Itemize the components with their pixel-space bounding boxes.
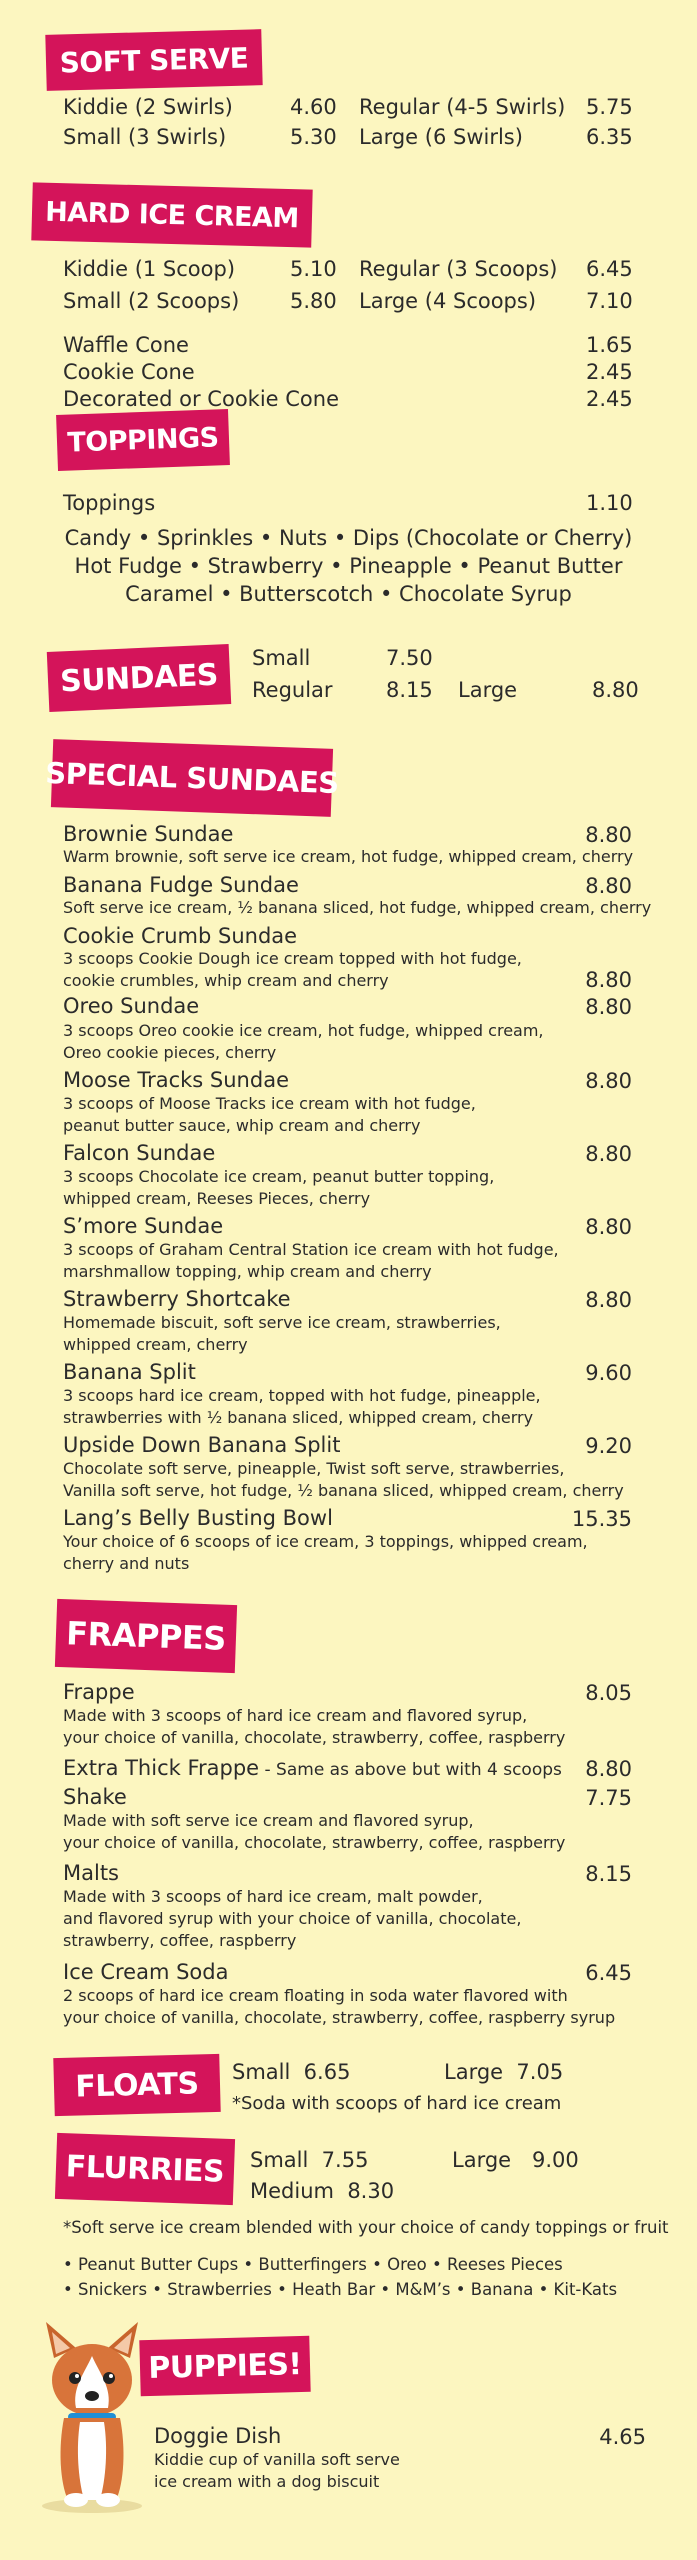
sundae-description: cookie crumbles, whip cream and cherry: [63, 971, 389, 990]
toppings-label: Toppings: [63, 491, 156, 515]
doggie-dish-name: Doggie Dish: [154, 2424, 282, 2448]
sundae-name: S’more Sundae: [63, 1214, 224, 1238]
sundae-price: 8.80: [585, 874, 632, 898]
sundae-description: whipped cream, Reeses Pieces, cherry: [63, 1189, 371, 1208]
sundae-description: 3 scoops Oreo cookie ice cream, hot fudge, whipped cream,: [63, 1021, 544, 1040]
sundae-price: 8.80: [585, 968, 632, 992]
sundae-description: marshmallow topping, whip cream and cherry: [63, 1262, 432, 1281]
menu-item-price: 1.65: [586, 333, 633, 357]
doggie-dish-description: ice cream with a dog biscuit: [154, 2472, 380, 2491]
flurries-medium: Medium 8.30: [250, 2179, 395, 2203]
toppings-list-line: Caramel • Butterscotch • Chocolate Syrup: [125, 582, 572, 606]
toppings-list-line: Candy • Sprinkles • Nuts • Dips (Chocolate or Cherry): [64, 526, 633, 550]
frappe-name: Frappe: [63, 1680, 135, 1704]
sundae-price: 9.60: [585, 1361, 632, 1385]
sundae-price: 8.80: [585, 995, 632, 1019]
sundae-description: Soft serve ice cream, ½ banana sliced, hot fudge, whipped cream, cherry: [63, 898, 652, 917]
sundae-description: Your choice of 6 scoops of ice cream, 3 toppings, whipped cream,: [63, 1532, 588, 1551]
toppings-banner: TOPPINGS: [56, 409, 230, 471]
sundaes-banner: SUNDAES: [47, 644, 231, 712]
shake-price: 7.75: [585, 1786, 632, 1810]
menu-item-price: 2.45: [586, 360, 633, 384]
menu-item-price: 4.60: [290, 95, 337, 119]
sundae-description: Warm brownie, soft serve ice cream, hot fudge, whipped cream, cherry: [63, 847, 634, 866]
menu-item-name: Large (6 Swirls): [359, 125, 523, 149]
sundae-description: whipped cream, cherry: [63, 1335, 248, 1354]
dog-illustration: [32, 2318, 152, 2514]
menu-item-price: 6.35: [586, 125, 633, 149]
shake-description: Made with soft serve ice cream and flavored syrup,: [63, 1811, 474, 1830]
extra-thick-frappe-name: [63, 1756, 562, 1782]
malts-name: Malts: [63, 1861, 119, 1885]
sundae-name: Upside Down Banana Split: [63, 1433, 341, 1457]
malts-description: and flavored syrup with your choice of vanilla, chocolate,: [63, 1909, 522, 1928]
soda-name: Ice Cream Soda: [63, 1960, 229, 1984]
shake-description: your choice of vanilla, chocolate, strawberry, coffee, raspberry: [63, 1833, 566, 1852]
sundae-description: 3 scoops Cookie Dough ice cream topped with hot fudge,: [63, 949, 522, 968]
sundae-description: peanut butter sauce, whip cream and cherry: [63, 1116, 421, 1135]
sundae-price: 15.35: [571, 1507, 632, 1531]
menu-item-name: Waffle Cone: [63, 333, 189, 357]
menu-item-price: 7.10: [586, 289, 633, 313]
floats-large: Large 7.05: [444, 2060, 564, 2084]
flurries-large-price: 9.00: [532, 2148, 579, 2172]
sundae-name: Banana Split: [63, 1360, 196, 1384]
malts-description: Made with 3 scoops of hard ice cream, malt powder,: [63, 1887, 483, 1906]
flurries-note: *Soft serve ice cream blended with your choice of candy toppings or fruit: [63, 2218, 669, 2237]
sundae-name: Lang’s Belly Busting Bowl: [63, 1506, 333, 1530]
sundae-name: Strawberry Shortcake: [63, 1287, 291, 1311]
flurries-small: Small 7.55: [250, 2148, 369, 2172]
sundae-description: 3 scoops of Graham Central Station ice cream with hot fudge,: [63, 1240, 559, 1259]
menu-item-price: 5.80: [290, 289, 337, 313]
menu-item-name: Small (3 Swirls): [63, 125, 227, 149]
frappe-price: 8.05: [585, 1681, 632, 1705]
menu-item-name: Small (2 Scoops): [63, 289, 240, 313]
floats-banner: FLOATS: [53, 2054, 220, 2116]
menu-item-price: 5.30: [290, 125, 337, 149]
sundae-description: Vanilla soft serve, hot fudge, ½ banana sliced, whipped cream, cherry: [63, 1481, 624, 1500]
soda-description: your choice of vanilla, chocolate, strawberry, coffee, raspberry syrup: [63, 2008, 616, 2027]
shake-name: Shake: [63, 1785, 127, 1809]
menu-item-name: Regular (4-5 Swirls): [359, 95, 566, 119]
menu-item-name: Kiddie (1 Scoop): [63, 257, 236, 281]
flurries-options: • Snickers • Strawberries • Heath Bar • M&M’s • Banana • Kit-Kats: [63, 2280, 618, 2299]
frappe-description: Made with 3 scoops of hard ice cream and flavored syrup,: [63, 1706, 528, 1725]
sundae-description: Chocolate soft serve, pineapple, Twist soft serve, strawberries,: [63, 1459, 565, 1478]
special-sundaes-banner: SPECIAL SUNDAES: [51, 739, 333, 817]
sundae-name: Cookie Crumb Sundae: [63, 924, 298, 948]
soft-serve-banner: SOFT SERVE: [45, 29, 262, 91]
extra-thick-frappe-label: Extra Thick Frappe: [63, 1756, 260, 1780]
extra-thick-frappe-note: - Same as above but with 4 scoops: [259, 1760, 562, 1780]
menu-item-name: Cookie Cone: [63, 360, 195, 384]
malts-price: 8.15: [585, 1862, 632, 1886]
floats-note: *Soda with scoops of hard ice cream: [232, 2093, 562, 2114]
sundae-size-price: 7.50: [386, 646, 433, 670]
menu-item-name: Decorated or Cookie Cone: [63, 387, 339, 411]
sundae-size-price: 8.80: [592, 678, 639, 702]
sundae-price: 9.20: [585, 1434, 632, 1458]
floats-small: Small 6.65: [232, 2060, 351, 2084]
sundae-price: 8.80: [585, 1288, 632, 1312]
puppies-banner: PUPPIES!: [139, 2336, 310, 2396]
sundae-description: 3 scoops hard ice cream, topped with hot fudge, pineapple,: [63, 1386, 541, 1405]
sundae-price: 8.80: [585, 1142, 632, 1166]
sundae-price: 8.80: [585, 823, 632, 847]
frappe-price: 8.80: [585, 1757, 632, 1781]
sundae-price: 8.80: [585, 1069, 632, 1093]
doggie-dish-price: 4.65: [599, 2425, 646, 2449]
sundae-size-label: Regular: [252, 678, 333, 702]
toppings-list-line: Hot Fudge • Strawberry • Pineapple • Peanut Butter: [74, 554, 623, 578]
frappe-description: your choice of vanilla, chocolate, strawberry, coffee, raspberry: [63, 1728, 566, 1747]
menu-item-name: Regular (3 Scoops): [359, 257, 558, 281]
menu-item-name: Kiddie (2 Swirls): [63, 95, 233, 119]
hard-ice-cream-banner: HARD ICE CREAM: [31, 182, 312, 247]
sundae-name: Brownie Sundae: [63, 822, 234, 846]
flurries-banner: FLURRIES: [55, 2133, 235, 2205]
dog-icon: [32, 2318, 152, 2514]
malts-description: strawberry, coffee, raspberry: [63, 1931, 297, 1950]
sundae-name: Oreo Sundae: [63, 994, 200, 1018]
sundae-description: Homemade biscuit, soft serve ice cream, strawberries,: [63, 1313, 501, 1332]
flurries-large-label: Large: [452, 2148, 512, 2172]
sundae-description: Oreo cookie pieces, cherry: [63, 1043, 277, 1062]
soda-price: 6.45: [585, 1961, 632, 1985]
frappes-banner: FRAPPES: [55, 1599, 237, 1673]
sundae-description: 3 scoops Chocolate ice cream, peanut butter topping,: [63, 1167, 495, 1186]
toppings-price: 1.10: [586, 491, 633, 515]
sundae-size-label: Large: [458, 678, 518, 702]
menu-item-price: 5.75: [586, 95, 633, 119]
sundae-size-price: 8.15: [386, 678, 433, 702]
sundae-description: 3 scoops of Moose Tracks ice cream with hot fudge,: [63, 1094, 476, 1113]
sundae-description: strawberries with ½ banana sliced, whipped cream, cherry: [63, 1408, 534, 1427]
soda-description: 2 scoops of hard ice cream floating in soda water flavored with: [63, 1986, 568, 2005]
sundae-name: Falcon Sundae: [63, 1141, 216, 1165]
menu-item-price: 2.45: [586, 387, 633, 411]
sundae-description: cherry and nuts: [63, 1554, 190, 1573]
sundae-size-label: Small: [252, 646, 311, 670]
sundae-price: 8.80: [585, 1215, 632, 1239]
doggie-dish-description: Kiddie cup of vanilla soft serve: [154, 2450, 400, 2469]
sundae-name: Moose Tracks Sundae: [63, 1068, 289, 1092]
menu-item-price: 5.10: [290, 257, 337, 281]
menu-item-price: 6.45: [586, 257, 633, 281]
menu-item-name: Large (4 Scoops): [359, 289, 537, 313]
sundae-name: Banana Fudge Sundae: [63, 873, 299, 897]
flurries-options: • Peanut Butter Cups • Butterfingers • Oreo • Reeses Pieces: [63, 2255, 563, 2274]
